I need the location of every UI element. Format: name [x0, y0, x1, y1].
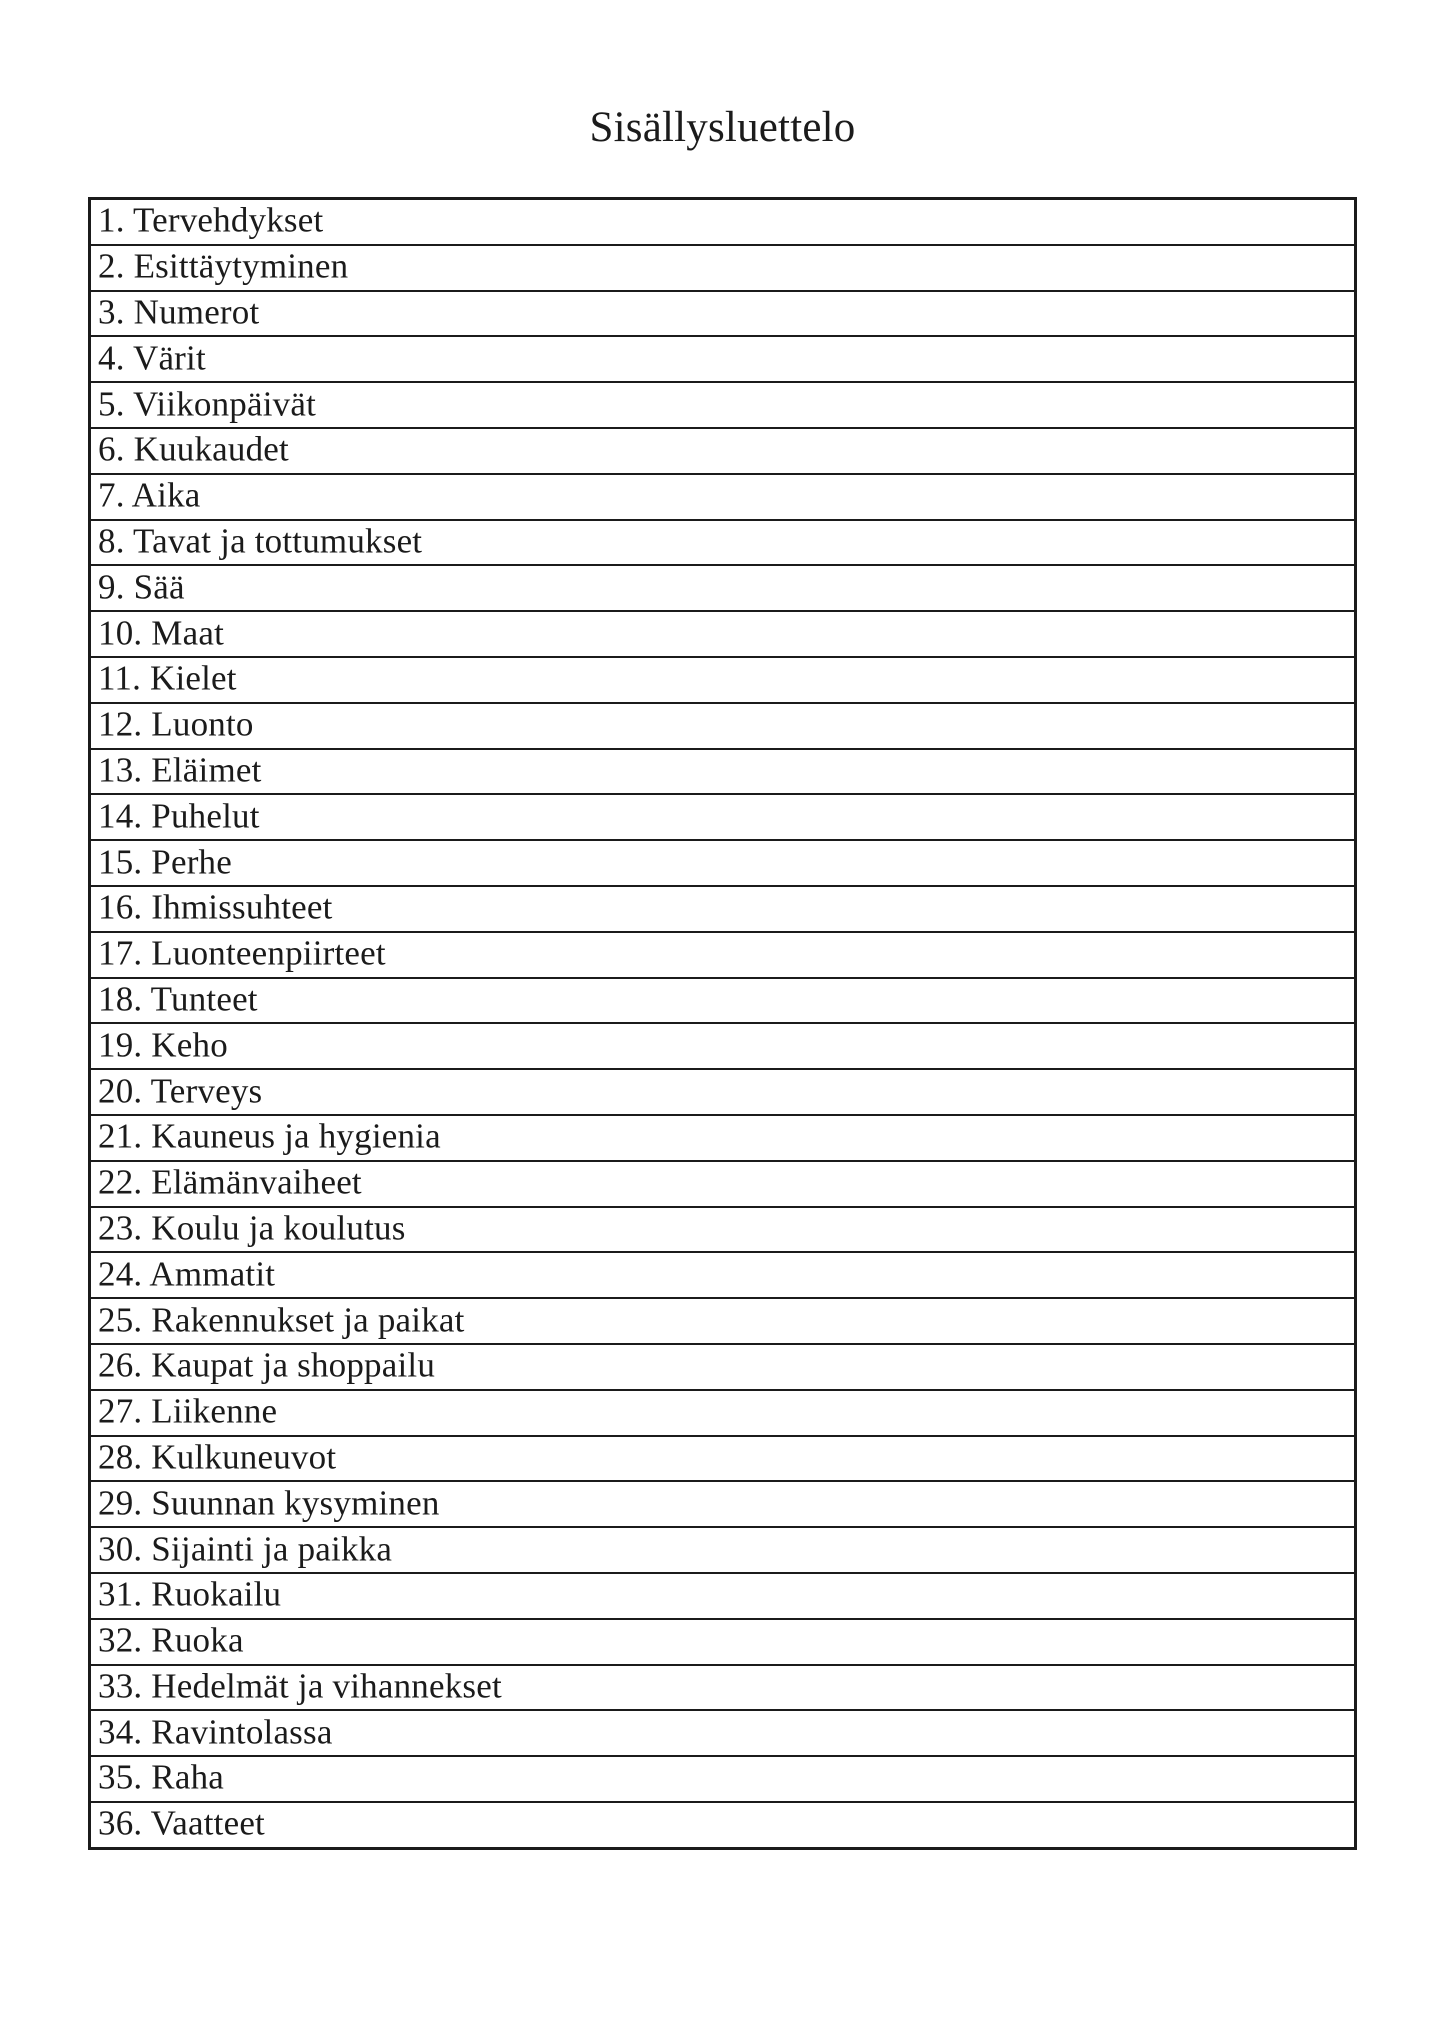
- toc-row: [91, 658, 1354, 704]
- toc-entry-label: 1. Tervehdykset: [98, 200, 324, 240]
- toc-row: [91, 1253, 1354, 1299]
- toc-entry-label: 30. Sijainti ja paikka: [98, 1529, 393, 1568]
- toc-entry-label: 29. Suunnan kysyminen: [98, 1483, 440, 1523]
- toc-entry-label: 15. Perhe: [98, 842, 232, 882]
- toc-row: [91, 1070, 1354, 1116]
- toc-row: [91, 1757, 1354, 1803]
- toc-entry-label: 10. Maat: [98, 613, 225, 653]
- toc-row: [91, 841, 1354, 887]
- toc-entry-label: 35. Raha: [98, 1757, 225, 1797]
- toc-entry-label: 24. Ammatit: [98, 1254, 276, 1294]
- toc-entry-label: 2. Esittäytyminen: [98, 246, 349, 286]
- toc-row: [91, 1711, 1354, 1757]
- toc-entry-label: 9. Sää: [98, 567, 185, 607]
- toc-entry-label: 26. Kaupat ja shoppailu: [98, 1345, 436, 1385]
- toc-entry-label: 20. Terveys: [98, 1071, 263, 1111]
- page-title: Sisällysluettelo: [589, 103, 856, 151]
- toc-row: [91, 1482, 1354, 1528]
- toc-row: [91, 200, 1354, 246]
- toc-entry-label: 6. Kuukaudet: [98, 429, 289, 469]
- toc-entry-label: 22. Elämänvaiheet: [98, 1162, 362, 1202]
- toc-entry-label: 13. Eläimet: [98, 750, 262, 790]
- toc-entry-label: 16. Ihmissuhteet: [98, 887, 333, 927]
- toc-row: [91, 887, 1354, 933]
- toc-row: [91, 1162, 1354, 1208]
- toc-entry-label: 8. Tavat ja tottumukset: [98, 521, 423, 561]
- toc-entry-label: 23. Koulu ja koulutus: [98, 1208, 406, 1248]
- toc-entry-label: 34. Ravintolassa: [98, 1712, 333, 1752]
- toc-row: [91, 521, 1354, 567]
- toc-entry-label: 19. Keho: [98, 1025, 228, 1065]
- toc-row: [91, 1116, 1354, 1162]
- toc-entry-label: 28. Kulkuneuvot: [98, 1437, 337, 1477]
- toc-row: [91, 475, 1354, 521]
- toc-row: [91, 612, 1354, 658]
- toc-table: [88, 197, 1357, 1850]
- toc-row: [91, 383, 1354, 429]
- toc-row: [91, 795, 1354, 841]
- toc-entry-label: 14. Puhelut: [98, 796, 260, 836]
- toc-row: [91, 566, 1354, 612]
- toc-row: [91, 1620, 1354, 1666]
- toc-row: [91, 933, 1354, 979]
- toc-row: [91, 429, 1354, 475]
- toc-entry-label: 5. Viikonpäivät: [98, 384, 317, 424]
- toc-entry-label: 12. Luonto: [98, 704, 254, 744]
- toc-row: [91, 750, 1354, 796]
- toc-entry-label: 36. Vaatteet: [98, 1803, 265, 1843]
- toc-row: [91, 1299, 1354, 1345]
- toc-row: [91, 979, 1354, 1025]
- toc-row: [91, 1803, 1354, 1847]
- toc-row: [91, 246, 1354, 292]
- toc-row: [91, 1391, 1354, 1437]
- toc-entry-label: 32. Ruoka: [98, 1620, 244, 1660]
- toc-row: [91, 1024, 1354, 1070]
- toc-entry-label: 33. Hedelmät ja vihannekset: [98, 1666, 502, 1706]
- toc-row: [91, 1666, 1354, 1712]
- toc-entry-label: 3. Numerot: [98, 292, 260, 332]
- toc-entry-label: 11. Kielet: [98, 658, 237, 698]
- toc-row: [91, 1574, 1354, 1620]
- toc-row: [91, 1437, 1354, 1483]
- toc-row: [91, 1208, 1354, 1254]
- toc-entry-label: 31. Ruokailu: [98, 1574, 282, 1614]
- toc-entry-label: 25. Rakennukset ja paikat: [98, 1300, 465, 1340]
- toc-entry-label: 27. Liikenne: [98, 1391, 278, 1431]
- toc-row: [91, 1528, 1354, 1574]
- toc-row: [91, 337, 1354, 383]
- toc-entry-label: 17. Luonteenpiirteet: [98, 933, 386, 973]
- toc-row: [91, 1345, 1354, 1391]
- toc-row: [91, 704, 1354, 750]
- toc-entry-label: 21. Kauneus ja hygienia: [98, 1116, 441, 1156]
- toc-row: [91, 292, 1354, 338]
- toc-entry-label: 18. Tunteet: [98, 979, 258, 1019]
- toc-entry-label: 4. Värit: [98, 338, 206, 378]
- toc-entry-label: 7. Aika: [98, 475, 201, 515]
